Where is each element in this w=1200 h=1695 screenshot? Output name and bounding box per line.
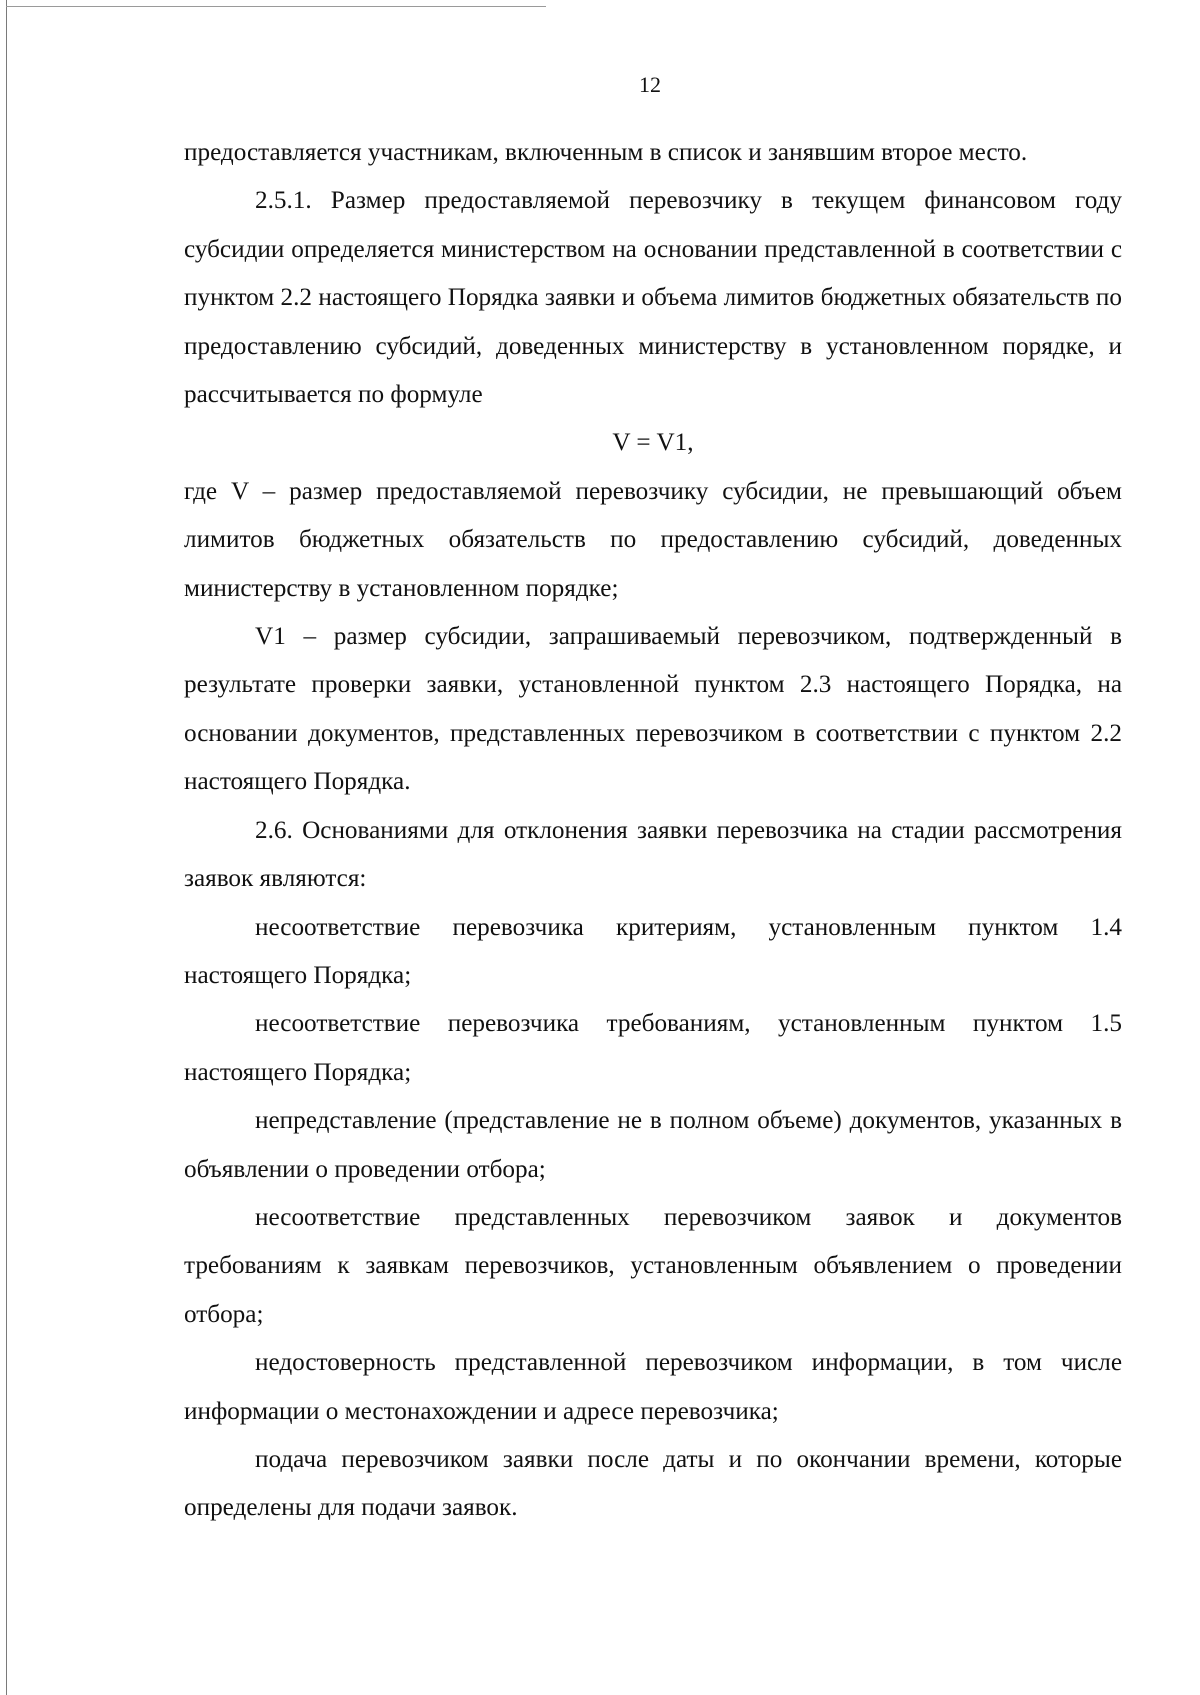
list-item-requirements: несоответствие перевозчика требованиям, установленным пунктом 1.5 настоящего Порядка; xyxy=(184,1010,1122,1086)
list-item-late-submission: подача перевозчиком заявки после даты и по окончании времени, которые определены для подачи заявок. xyxy=(184,1445,1122,1522)
paragraph-formula-definition-v: где V – размер предоставляемой перевозчику субсидии, не превышающий объем лимитов бюджетных обязательств по предоставлению субсидий, доведенных министерству в установленном порядке; xyxy=(184,477,1122,602)
list-item-criteria: несоответствие перевозчика критериям, установленным пунктом 1.4 настоящего Порядка; xyxy=(184,913,1122,989)
list-item-nonconforming-documents: несоответствие представленных перевозчиком заявок и документов требованиям к заявкам перевозчиков, установленным объявлением о проведении отбора; xyxy=(184,1203,1122,1328)
page-number: 12 xyxy=(639,72,661,97)
paragraph-formula-definition-v1: V1 – размер субсидии, запрашиваемый перевозчиком, подтвержденный в результате проверки заявки, установленной пунктом 2.3 настоящего Порядка, на основании документов, представленных перевозчиком в соответствии с пунктом 2.2 настоящего Порядка. xyxy=(184,623,1122,796)
paragraph-2-6: 2.6. Основаниями для отклонения заявки перевозчика на стадии рассмотрения заявок являются: xyxy=(184,816,1122,893)
scan-edge-left xyxy=(6,0,7,1695)
formula: V = V1, xyxy=(612,429,694,457)
list-item-missing-documents: непредставление (представление не в полном объеме) документов, указанных в объявлении о проведении отбора; xyxy=(184,1107,1122,1183)
list-item-unreliable-information: недостоверность представленной перевозчиком информации, в том числе информации о местонахождении и адресе перевозчика; xyxy=(184,1349,1122,1425)
paragraph-continuation: предоставляется участникам, включенным в список и занявшим второе место. xyxy=(184,139,1028,166)
document-body xyxy=(184,129,1122,1533)
scan-edge-top xyxy=(6,6,546,7)
paragraph-2-5-1: 2.5.1. Размер предоставляемой перевозчику в текущем финансовом году субсидии определяется министерством на основании представленной в соответствии с пунктом 2.2 настоящего Порядка заявки и объема лимитов бюджетных обязательств по предоставлению субсидий, доведенных министерству в установленном порядке, и рассчитывается по формуле xyxy=(184,187,1122,409)
